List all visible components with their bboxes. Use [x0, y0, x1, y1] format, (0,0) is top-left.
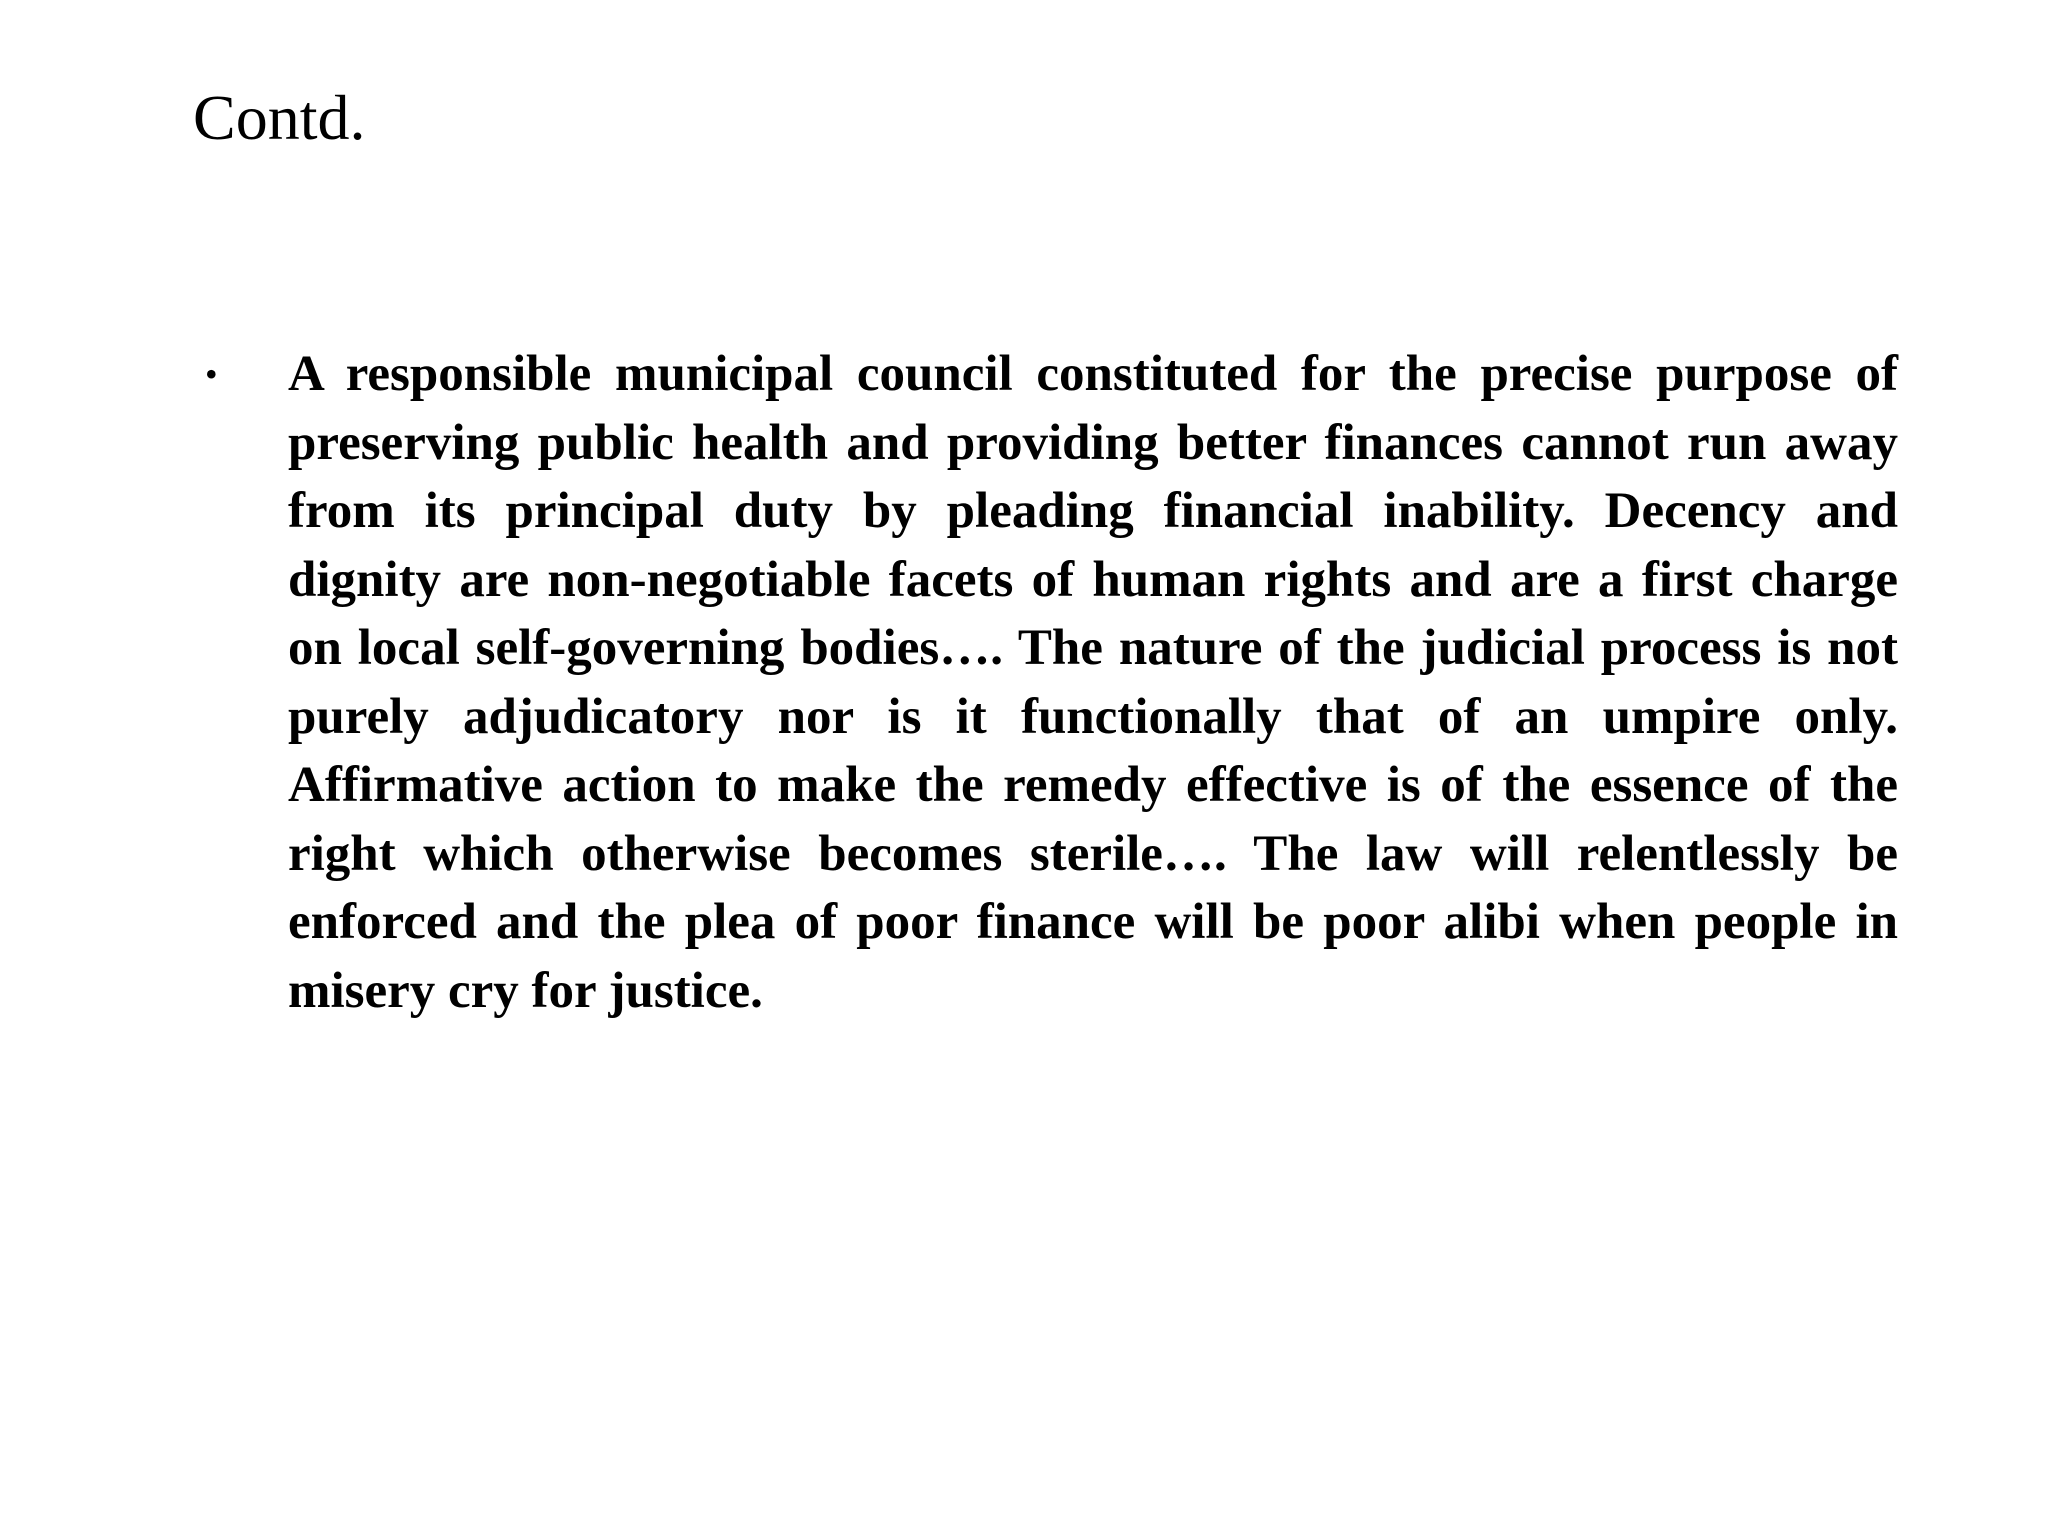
- bullet-text: A responsible municipal council constituted for the precise purpose of preserving public health and providing better finances cannot run away from its principal duty by pleading financial inability. Decency and dignity are non-negotiable facets of human rights and are a first charge on local self-governing bodies…. The nature of the judicial process is not purely adjudicatory nor is it functionally that of an umpire only. Affirmative action to make the remedy effective is of the essence of the right which otherwise becomes sterile…. The law will relentlessly be enforced and the plea of poor finance will be poor alibi when people in misery cry for justice.: [288, 346, 1898, 1019]
- bullet-list: [205, 340, 1905, 1025]
- bullet-marker: •: [205, 354, 218, 394]
- slide-title: Contd.: [193, 82, 366, 153]
- bullet-item: [205, 340, 1905, 1025]
